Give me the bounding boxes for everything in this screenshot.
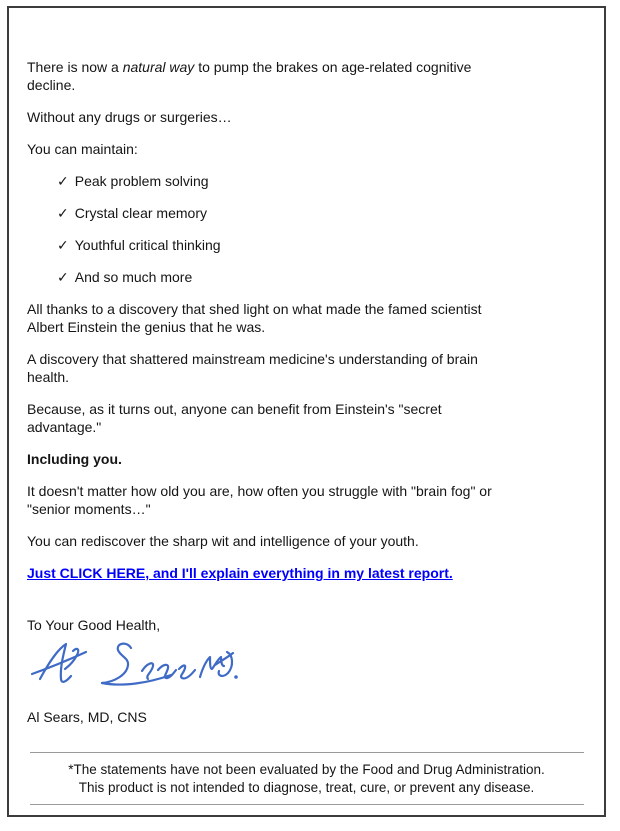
paragraph-line: A discovery that shattered mainstream medicine's understanding of brain — [27, 351, 478, 367]
list-item-label: Peak problem solving — [74, 173, 209, 189]
paragraph-line: It doesn't matter how old you are, how often you struggle with "brain fog" or — [27, 483, 492, 499]
intro-paragraph — [27, 58, 586, 94]
paragraph-text: There is now a — [27, 59, 123, 75]
paragraph-line: advantage." — [27, 419, 102, 435]
paragraph-line: "senior moments…" — [27, 501, 151, 517]
signoff-name: Al Sears, MD, CNS — [27, 709, 147, 725]
list-item-label: And so much more — [74, 269, 193, 285]
no-drugs-paragraph: Without any drugs or surgeries… — [27, 109, 232, 125]
maintain-paragraph: You can maintain: — [27, 141, 138, 157]
list-item-label: Youthful critical thinking — [74, 237, 221, 253]
click-here-link[interactable]: Just CLICK HERE, and I'll explain everything in my latest report. — [27, 565, 453, 581]
rediscover-paragraph: You can rediscover the sharp wit and intelligence of your youth. — [27, 533, 419, 549]
paragraph-line: health. — [27, 369, 70, 385]
disclaimer-line: *The statements have not been evaluated by the Food and Drug Administration. — [68, 762, 545, 777]
check-icon: ✓ — [57, 205, 69, 221]
signature-image — [28, 636, 586, 694]
check-icon: ✓ — [57, 237, 69, 253]
list-item — [57, 236, 586, 254]
paragraph-line: decline. — [27, 77, 76, 93]
age-paragraph — [27, 482, 586, 518]
discovery-paragraph — [27, 300, 586, 336]
divider-top — [30, 752, 584, 753]
shattered-paragraph — [27, 350, 586, 386]
divider-bottom — [30, 804, 584, 805]
list-item — [57, 268, 586, 286]
check-icon: ✓ — [57, 173, 69, 189]
signature-strokes — [28, 636, 238, 694]
check-icon: ✓ — [57, 269, 69, 285]
disclaimer-line: This product is not intended to diagnose, treat, cure, or prevent any disease. — [78, 780, 535, 795]
emphasized-text: natural way — [122, 59, 195, 75]
including-you-heading: Including you. — [27, 451, 122, 467]
closing-line: To Your Good Health, — [27, 617, 161, 633]
fda-disclaimer — [27, 761, 586, 797]
paragraph-text: to pump the brakes on age-related cognitive — [194, 59, 472, 75]
paragraph-line: Albert Einstein the genius that he was. — [27, 319, 266, 335]
list-item-label: Crystal clear memory — [74, 205, 207, 221]
list-item — [57, 204, 586, 222]
footer — [27, 752, 586, 805]
cta-paragraph — [27, 564, 586, 582]
email-body — [9, 8, 604, 805]
paragraph-line: Because, as it turns out, anyone can benefit from Einstein's "secret — [27, 401, 442, 417]
list-item — [57, 172, 586, 190]
email-frame — [7, 6, 606, 817]
paragraph-line: All thanks to a discovery that shed light on what made the famed scientist — [27, 301, 482, 317]
benefit-paragraph — [27, 400, 586, 436]
